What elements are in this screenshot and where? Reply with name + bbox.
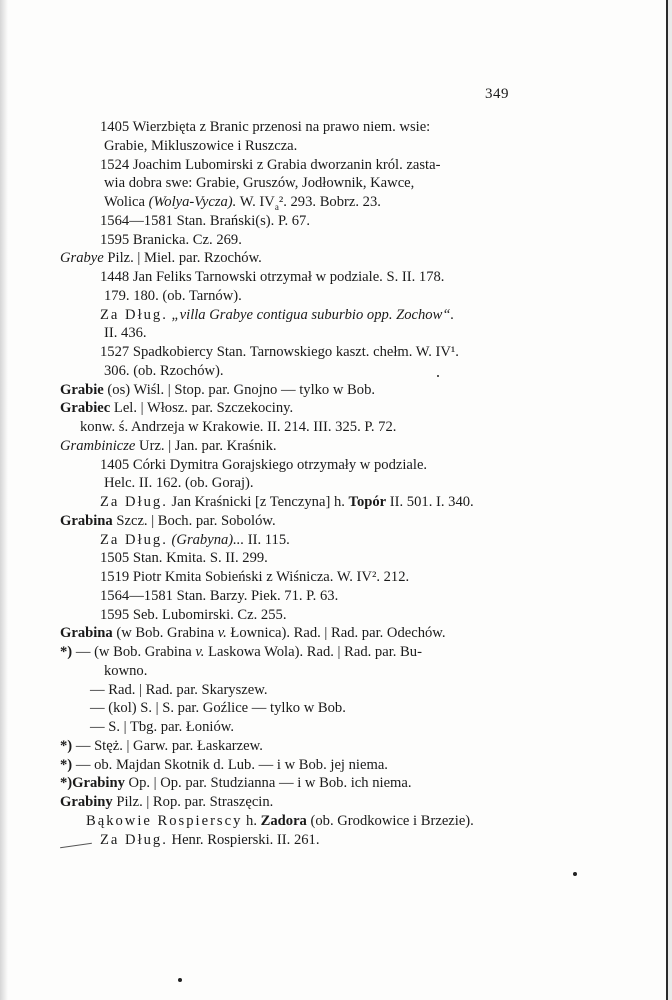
ink-speck bbox=[178, 978, 182, 982]
text-segment: Grambinicze bbox=[60, 437, 136, 454]
text-segment: (ob. Grodkowice i Brzezie). bbox=[306, 812, 474, 829]
text-segment: Za Dług. bbox=[100, 494, 168, 510]
text-segment: Za Dług. bbox=[100, 306, 168, 323]
text-segment: a bbox=[274, 201, 279, 212]
text-segment: — S. | Tbg. par. Łoniów. bbox=[90, 719, 234, 735]
entry-line-text bbox=[60, 738, 263, 754]
entry-line-text bbox=[100, 569, 409, 585]
entry-line-text bbox=[100, 156, 440, 175]
entry-line bbox=[60, 606, 620, 625]
text-segment: 1564—1581 Stan. Barzy. Piek. 71. P. 63. bbox=[100, 587, 339, 604]
entry-line-text bbox=[104, 325, 147, 341]
gazetteer-entries bbox=[60, 118, 620, 849]
entry-line bbox=[60, 212, 620, 231]
text-segment: v. bbox=[217, 625, 227, 642]
text-segment: 1524 Joachim Lubomirski z Grabia dworzanin król. zasta- bbox=[100, 156, 441, 173]
entry-line bbox=[60, 662, 620, 681]
text-segment: Grabie, Mikluszowice i Ruszcza. bbox=[104, 137, 298, 154]
entry-line bbox=[60, 137, 620, 156]
entry-line-text bbox=[104, 138, 297, 154]
entry-line bbox=[60, 343, 620, 362]
entry-line-text bbox=[100, 588, 338, 604]
entry-line-text bbox=[104, 288, 242, 304]
entry-line-text bbox=[100, 494, 474, 510]
text-segment: 1564—1581 Stan. Brański(s). P. 67. bbox=[100, 212, 310, 229]
text-segment: 1505 Stan. Kmita. S. II. 299. bbox=[100, 550, 268, 567]
text-segment: II. 436. bbox=[104, 325, 147, 342]
entry-line bbox=[60, 418, 620, 437]
entry-line-text bbox=[100, 268, 444, 287]
entry-line bbox=[60, 812, 620, 831]
entry-line bbox=[60, 381, 620, 400]
text-segment: *) bbox=[60, 737, 73, 754]
text-segment: h. bbox=[242, 812, 261, 829]
text-segment: 1595 Branicka. Cz. 269. bbox=[100, 231, 242, 248]
text-segment: Grabina bbox=[60, 625, 113, 642]
entry-line bbox=[60, 324, 620, 343]
text-segment: (os) Wiśl. | Stop. par. Gnojno — tylko w Bob. bbox=[103, 381, 376, 398]
text-segment: v. bbox=[195, 644, 205, 660]
entry-line-text bbox=[100, 832, 320, 848]
text-segment: ². 293. Bobrz. 23. bbox=[278, 194, 381, 210]
entry-line bbox=[60, 756, 620, 775]
text-segment: 1448 Jan Feliks Tarnowski otrzymał w podziale. S. II. 178. bbox=[100, 269, 445, 285]
entry-line-text bbox=[90, 719, 234, 735]
text-segment: Grabina bbox=[60, 512, 113, 529]
text-segment: Zadora bbox=[260, 812, 307, 829]
entry-line bbox=[60, 699, 620, 718]
entry-line bbox=[60, 718, 620, 737]
text-segment: (Wolya-Vycza). bbox=[148, 194, 237, 210]
text-segment: kowno. bbox=[104, 662, 148, 679]
entry-line-text bbox=[100, 232, 242, 248]
entry-line bbox=[60, 474, 620, 493]
text-segment: 306. (ob. Rzochów). bbox=[104, 362, 224, 379]
entry-line bbox=[60, 774, 620, 793]
entry-line bbox=[60, 287, 620, 306]
text-segment: 179. 180. (ob. Tarnów). bbox=[104, 287, 242, 304]
entry-line bbox=[60, 306, 620, 325]
text-segment: Łownica). Rad. | Rad. par. Odechów. bbox=[226, 625, 446, 642]
page-number: 349 bbox=[485, 86, 509, 102]
entry-line bbox=[60, 437, 620, 456]
text-segment: Urz. | Jan. par. Kraśnik. bbox=[135, 437, 277, 454]
text-segment: 1405 Córki Dymitra Gorajskiego otrzymały w podziale. bbox=[100, 456, 428, 473]
entry-line-text bbox=[100, 213, 310, 229]
text-segment: Za Dług. bbox=[100, 531, 168, 548]
text-segment: — (w Bob. Grabina bbox=[72, 644, 196, 660]
text-segment: Grabie bbox=[60, 381, 104, 398]
entry-line bbox=[60, 587, 620, 606]
text-segment: „villa Grabye contigua suburbio opp. Zochow“. bbox=[171, 306, 455, 323]
text-segment: — Rad. | Rad. par. Skaryszew. bbox=[90, 681, 268, 698]
text-segment: Szcz. | Boch. par. Sobolów. bbox=[112, 512, 276, 529]
ink-speck bbox=[437, 375, 439, 377]
entry-line-text bbox=[60, 400, 293, 416]
text-segment: W. IV bbox=[236, 194, 275, 210]
entry-line bbox=[60, 456, 620, 475]
text-segment: II. 501. I. 340. bbox=[386, 494, 474, 510]
text-segment: Helc. II. 162. (ob. Goraj). bbox=[104, 475, 254, 492]
text-segment: Lel. | Włosz. par. Szczekociny. bbox=[110, 400, 294, 417]
text-segment: Grabye bbox=[60, 250, 104, 267]
entry-line bbox=[60, 231, 620, 250]
text-segment: Laskowa Wola). Rad. | Rad. par. Bu- bbox=[204, 644, 422, 660]
entry-line bbox=[60, 568, 620, 587]
entry-line-text bbox=[104, 663, 147, 679]
entry-line bbox=[60, 362, 620, 381]
entry-line-text bbox=[104, 475, 254, 491]
entry-line bbox=[60, 174, 620, 193]
entry-line-text bbox=[60, 794, 273, 810]
text-segment: Pilz. | Miel. par. Rzochów. bbox=[103, 250, 262, 267]
entry-line bbox=[60, 399, 620, 418]
entry-line-text bbox=[80, 419, 396, 435]
entry-line bbox=[60, 624, 620, 643]
text-segment: II. 115. bbox=[244, 531, 290, 548]
entry-line-text bbox=[60, 624, 446, 643]
entry-line-text bbox=[100, 306, 454, 325]
text-segment: Grabiny bbox=[60, 794, 113, 810]
text-segment: — Stęż. | Garw. par. Łaskarzew. bbox=[72, 737, 263, 754]
entry-line-text bbox=[60, 382, 375, 398]
text-segment: *) bbox=[60, 644, 73, 660]
text-segment: — (kol) S. | S. par. Goźlice — tylko w Bob. bbox=[90, 700, 346, 717]
entry-line bbox=[60, 793, 620, 812]
entry-line-text bbox=[100, 607, 286, 623]
text-segment: 1519 Piotr Kmita Sobieński z Wiśnicza. W. IV². 212. bbox=[100, 569, 410, 585]
entry-line bbox=[60, 512, 620, 531]
entry-line-text bbox=[60, 775, 412, 791]
entry-line bbox=[60, 643, 620, 662]
entry-line bbox=[60, 531, 620, 550]
text-segment: Topór bbox=[348, 494, 387, 510]
text-segment: Bąkowie Rospierscy bbox=[86, 812, 243, 829]
entry-line-text bbox=[104, 363, 224, 379]
entry-line bbox=[60, 493, 620, 512]
entry-line-text bbox=[60, 513, 276, 529]
entry-line bbox=[60, 118, 620, 137]
entry-line-text bbox=[104, 174, 414, 193]
entry-line bbox=[60, 831, 620, 850]
text-segment: Wolica bbox=[104, 194, 149, 210]
entry-line bbox=[60, 193, 620, 212]
entry-line bbox=[60, 737, 620, 756]
entry-line bbox=[60, 249, 620, 268]
text-segment: — ob. Majdan Skotnik d. Lub. — i w Bob. jej niema. bbox=[72, 756, 388, 773]
entry-line-text bbox=[100, 550, 268, 566]
entry-line-text bbox=[90, 700, 346, 716]
text-segment: Pilz. | Rop. par. Straszęcin. bbox=[112, 794, 274, 810]
text-segment: (w Bob. Grabina bbox=[112, 625, 218, 642]
text-segment: Op. | Op. par. Studzianna — i w Bob. ich niema. bbox=[124, 775, 412, 792]
text-segment: Jan Kraśnicki [z Tenczyna] h. bbox=[167, 494, 349, 510]
entry-line-text bbox=[60, 643, 422, 662]
entry-line-text bbox=[60, 250, 262, 266]
entry-line bbox=[60, 549, 620, 568]
text-segment: Grabiec bbox=[60, 400, 111, 417]
text-segment: 1405 Wierzbięta z Branic przenosi na prawo niem. wsie: bbox=[100, 119, 431, 135]
entry-line bbox=[60, 156, 620, 175]
text-segment: *) bbox=[60, 756, 73, 773]
text-segment: konw. ś. Andrzeja w Krakowie. II. 214. III. 325. P. 72. bbox=[80, 419, 397, 435]
entry-line-text bbox=[104, 194, 381, 210]
text-segment: wia dobra swe: Grabie, Gruszów, Jodłownik, Kawce, bbox=[104, 175, 415, 192]
entry-line-text bbox=[86, 813, 474, 829]
entry-line bbox=[60, 268, 620, 287]
text-segment: (Grabyna)... bbox=[171, 531, 245, 548]
entry-line-text bbox=[100, 456, 427, 475]
entry-line-text bbox=[60, 757, 388, 773]
text-segment: 1595 Seb. Lubomirski. Cz. 255. bbox=[100, 606, 287, 623]
entry-line-text bbox=[100, 532, 290, 548]
entry-line bbox=[60, 681, 620, 700]
entry-line-text bbox=[90, 682, 267, 698]
entry-line-text bbox=[100, 343, 459, 362]
text-segment: *)Grabiny bbox=[60, 775, 125, 792]
page-gutter-shadow bbox=[0, 0, 8, 1000]
entry-line-text bbox=[60, 438, 277, 454]
text-segment: Za Dług. bbox=[100, 831, 168, 848]
text-segment: Henr. Rospierski. II. 261. bbox=[167, 831, 320, 848]
entry-line-text bbox=[100, 118, 430, 137]
ink-speck bbox=[573, 872, 577, 876]
text-segment: 1527 Spadkobiercy Stan. Tarnowskiego kaszt. chełm. W. IV¹. bbox=[100, 344, 459, 360]
